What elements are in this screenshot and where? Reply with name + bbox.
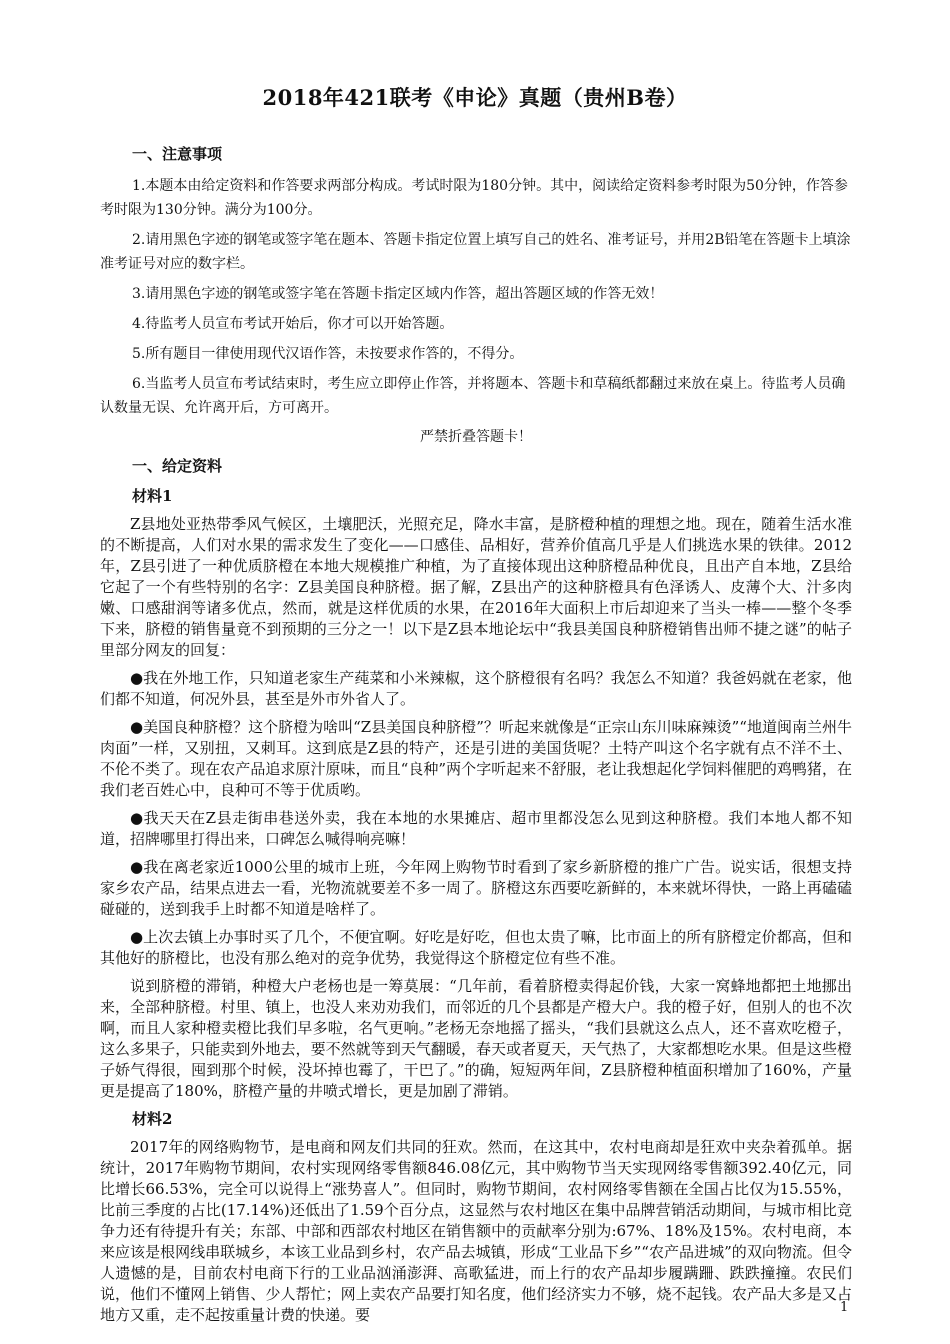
document-body	[100, 144, 852, 1333]
notice-item: 6.当监考人员宣布考试结束时，考生应立即停止作答，并将题本、答题卡和草稿纸都翻过来放在桌上。待监考人员确认数量无误、允许离开后，方可离开。	[100, 376, 846, 416]
material-paragraph: Z县地处亚热带季风气候区，土壤肥沃，光照充足，降水丰富，是脐橙种植的理想之地。现在，随着生活水准的不断提高，人们对水果的需求发生了变化——口感佳、品相好，营养价值高几乎是人们挑选水果的铁律。2012年，Z县引进了一种优质脐橙在本地大规模推广种植，为了直接体现出这种脐橙品种优良，且出产自本地，Z县给它起了一个有些特别的名字：Z县美国良种脐橙。据了解，Z县出产的这种脐橙具有色泽诱人、皮薄个大、汁多肉嫩、口感甜润等诸多优点，然而，就是这样优质的水果，在2016年大面积上市后却迎来了当头一棒——整个冬季下来，脐橙的销售量竟不到预期的三分之一！以下是Z县本地论坛中“我县美国良种脐橙销售出师不捷之谜”的帖子里部分网友的回复：	[100, 515, 852, 659]
comment-paragraph: ●上次去镇上办事时买了几个，不便宜啊。好吃是好吃，但也太贵了嘛，比市面上的所有脐橙定价都高，但和其他好的脐橙比，也没有那么绝对的竞争优势，我觉得这个脐橙定位有些不准。	[100, 928, 852, 967]
materials-heading: 一、给定资料	[132, 457, 223, 475]
notice-item: 5.所有题目一律使用现代汉语作答，未按要求作答的，不得分。	[132, 346, 524, 362]
page-number: 1	[840, 1300, 849, 1315]
material-2-label: 材料2	[132, 1110, 173, 1128]
comment-paragraph: ●美国良种脐橙？这个脐橙为啥叫“Z县美国良种脐橙”？听起来就像是“正宗山东川味麻辣烫”“地道闽南兰州牛肉面”一样，又别扭，又刺耳。这到底是Z县的特产，还是引进的美国货呢？土特产叫这个名字就有点不洋不土、不伦不类了。现在农产品追求原汁原味，而且“良种”两个字听起来不舒服，老让我想起化学饲料催肥的鸡鸭猪，在我们老百姓心中，良种可不等于优质哟。	[100, 718, 852, 799]
page-title: 2018年421联考《申论》真题（贵州B卷）	[262, 85, 688, 110]
notice-item: 2.请用黑色字迹的钢笔或签字笔在题本、答题卡指定位置上填写自己的姓名、准考证号，并用2B铅笔在答题卡上填涂准考证号对应的数字栏。	[100, 232, 851, 272]
notes-heading: 一、注意事项	[132, 145, 223, 163]
notice-item: 4.待监考人员宣布考试开始后，你才可以开始答题。	[132, 316, 454, 332]
comment-paragraph: ●我在外地工作，只知道老家生产莼菜和小米辣椒，这个脐橙很有名吗？我怎么不知道？我爸妈就在老家，他们都不知道，何况外县，甚至是外市外省人了。	[100, 669, 852, 708]
comment-paragraph: ●我在离老家近1000公里的城市上班，今年网上购物节时看到了家乡新脐橙的推广广告。说实话，很想支持家乡农产品，结果点进去一看，光物流就要差不多一周了。脐橙这东西要吃新鲜的，本来就坏得快，一路上再磕磕碰碰的，送到我手上时都不知道是啥样了。	[100, 858, 852, 918]
material-paragraph: 2017年的网络购物节，是电商和网友们共同的狂欢。然而，在这其中，农村电商却是狂欢中夹杂着孤单。据统计，2017年购物节期间，农村实现网络零售额846.08亿元，其中购物节当天实现网络零售额392.40亿元，同比增长66.53%，完全可以说得上“涨势喜人”。但同时，购物节期间，农村网络零售额在全国占比仅为15.55%，比前三季度的占比(17.14%)还低出了1.59个百分点，这显然与农村地区在集中品牌营销活动期间，与城市相比竞争力还有待提升有关；东部、中部和西部农村地区在销售额中的贡献率分别为:67%、18%及15%。农村电商，本来应该是根网线串联城乡，本该工业品到乡村，农产品去城镇，形成“工业品下乡”“农产品进城”的双向物流。但令人遗憾的是，目前农村电商下行的工业品汹涌澎湃、高歌猛进，而上行的农产品却步履蹒跚、跌跌撞撞。农民们说，他们不懂网上销售、少人帮忙；网上卖农产品要打知名度，他们经济实力不够，烧不起钱。农产品大多是又占地方又重，走不起按重量计费的快递。要	[100, 1138, 852, 1324]
material-1-label: 材料1	[132, 487, 173, 505]
comment-paragraph: ●我天天在Z县走街串巷送外卖，我在本地的水果摊店、超市里都没怎么见到这种脐橙。我们本地人都不知道，招牌哪里打得出来，口碑怎么喊得响亮嘛！	[100, 809, 852, 848]
notice-item: 1.本题本由给定资料和作答要求两部分构成。考试时限为180分钟。其中，阅读给定资料参考时限为50分钟，作答参考时限为130分钟。满分为100分。	[100, 178, 848, 218]
notice-item: 3.请用黑色字迹的钢笔或签字笔在答题卡指定区域内作答，超出答题区域的作答无效！	[132, 286, 664, 302]
warning-note: 严禁折叠答题卡！	[420, 429, 532, 445]
material-paragraph: 说到脐橙的滞销，种橙大户老杨也是一筹莫展：“几年前，看着脐橙卖得起价钱，大家一窝蜂地都把土地挪出来，全部种脐橙。村里、镇上，也没人来劝劝我们，而邻近的几个县都是产橙大户。我的橙子好，但别人的也不次啊，而且人家种橙卖橙比我们早多啦，名气更响。”老杨无奈地摇了摇头，“我们县就这么点人，还不喜欢吃橙子，这么多果子，只能卖到外地去，要不然就等到天气翻暖，春天或者夏天，天气热了，大家都想吃水果。但是这些橙子娇气得很，囤到那个时候，没坏掉也霉了，干巴了。”的确，短短两年间，Z县脐橙种植面积增加了160%，产量更是提高了180%，脐橙产量的井喷式增长，更是加剧了滞销。	[100, 977, 852, 1100]
